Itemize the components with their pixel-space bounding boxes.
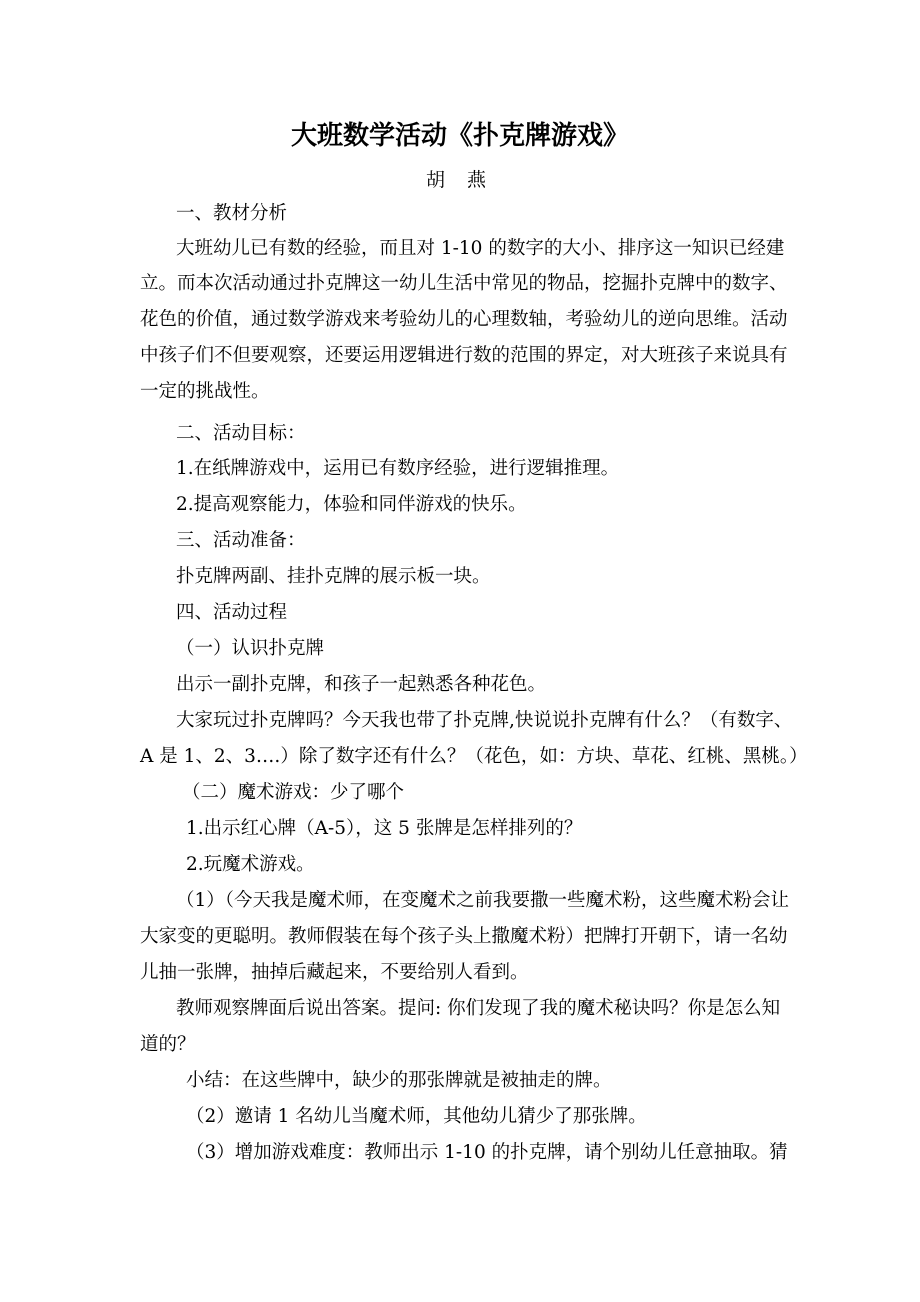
paragraph-line: 道的？ [140, 1034, 196, 1055]
paragraph-line: 扑克牌两副、挂扑克牌的展示板一块。 [176, 566, 491, 587]
paragraph-line: 一定的挑战性。 [140, 381, 270, 402]
section-heading-1: 一、教材分析 [176, 203, 288, 224]
list-item: （2）邀请 1 名幼儿当魔术师，其他幼儿猜少了那张牌。 [186, 1106, 647, 1127]
list-item: 2.提高观察能力，体验和同伴游戏的快乐。 [176, 494, 527, 515]
summary-line: 小结：在这些牌中，缺少的那张牌就是被抽走的牌。 [186, 1070, 612, 1091]
paragraph-line: 教师观察牌面后说出答案。提问: 你们发现了我的魔术秘诀吗？你是怎么知 [176, 998, 781, 1019]
paragraph-line: （1）（今天我是魔术师，在变魔术之前我要撒一些魔术粉，这些魔术粉会让 [176, 890, 790, 911]
list-item: 1.出示红心牌（A-5），这 5 张牌是怎样排列的？ [186, 818, 583, 839]
paragraph-line: 中孩子们不但要观察，还要运用逻辑进行数的范围的界定，对大班孩子来说具有 [140, 345, 788, 366]
paragraph-line: 出示一副扑克牌，和孩子一起熟悉各种花色。 [176, 674, 547, 695]
list-item: （3）增加游戏难度：教师出示 1-10 的扑克牌，请个别幼儿任意抽取。猜 [186, 1142, 788, 1163]
list-item: 2.玩魔术游戏。 [186, 854, 315, 875]
section-heading-3: 三、活动准备： [176, 530, 306, 551]
paragraph-line: 大家玩过扑克牌吗？今天我也带了扑克牌,快说说扑克牌有什么？（有数字、 [176, 710, 793, 731]
paragraph-line: A 是 1、2、3….）除了数字还有什么？（花色，如：方块、草花、红桃、黑桃。） [140, 746, 808, 767]
subsection-heading: （二）魔术游戏：少了哪个 [182, 782, 405, 803]
document-author: 胡 燕 [425, 169, 495, 191]
list-item: 1.在纸牌游戏中，运用已有数序经验，进行逻辑推理。 [176, 458, 620, 479]
paragraph-line: 儿抽一张牌，抽掉后藏起来，不要给别人看到。 [140, 962, 529, 983]
paragraph-line: 立。而本次活动通过扑克牌这一幼儿生活中常见的物品，挖掘扑克牌中的数字、 [140, 273, 788, 294]
document-title: 大班数学活动《扑克牌游戏》 [290, 121, 629, 151]
section-heading-4: 四、活动过程 [176, 602, 288, 623]
paragraph-line: 大班幼儿已有数的经验，而且对 1-10 的数字的大小、排序这一知识已经建 [176, 238, 785, 259]
paragraph-line: 花色的价值，通过数学游戏来考验幼儿的心理数轴，考验幼儿的逆向思维。活动 [140, 309, 788, 330]
paragraph-line: 大家变的更聪明。教师假装在每个孩子头上撒魔术粉）把牌打开朝下，请一名幼 [140, 926, 788, 947]
section-heading-2: 二、活动目标： [176, 423, 306, 444]
subsection-heading: （一）认识扑克牌 [176, 638, 325, 659]
